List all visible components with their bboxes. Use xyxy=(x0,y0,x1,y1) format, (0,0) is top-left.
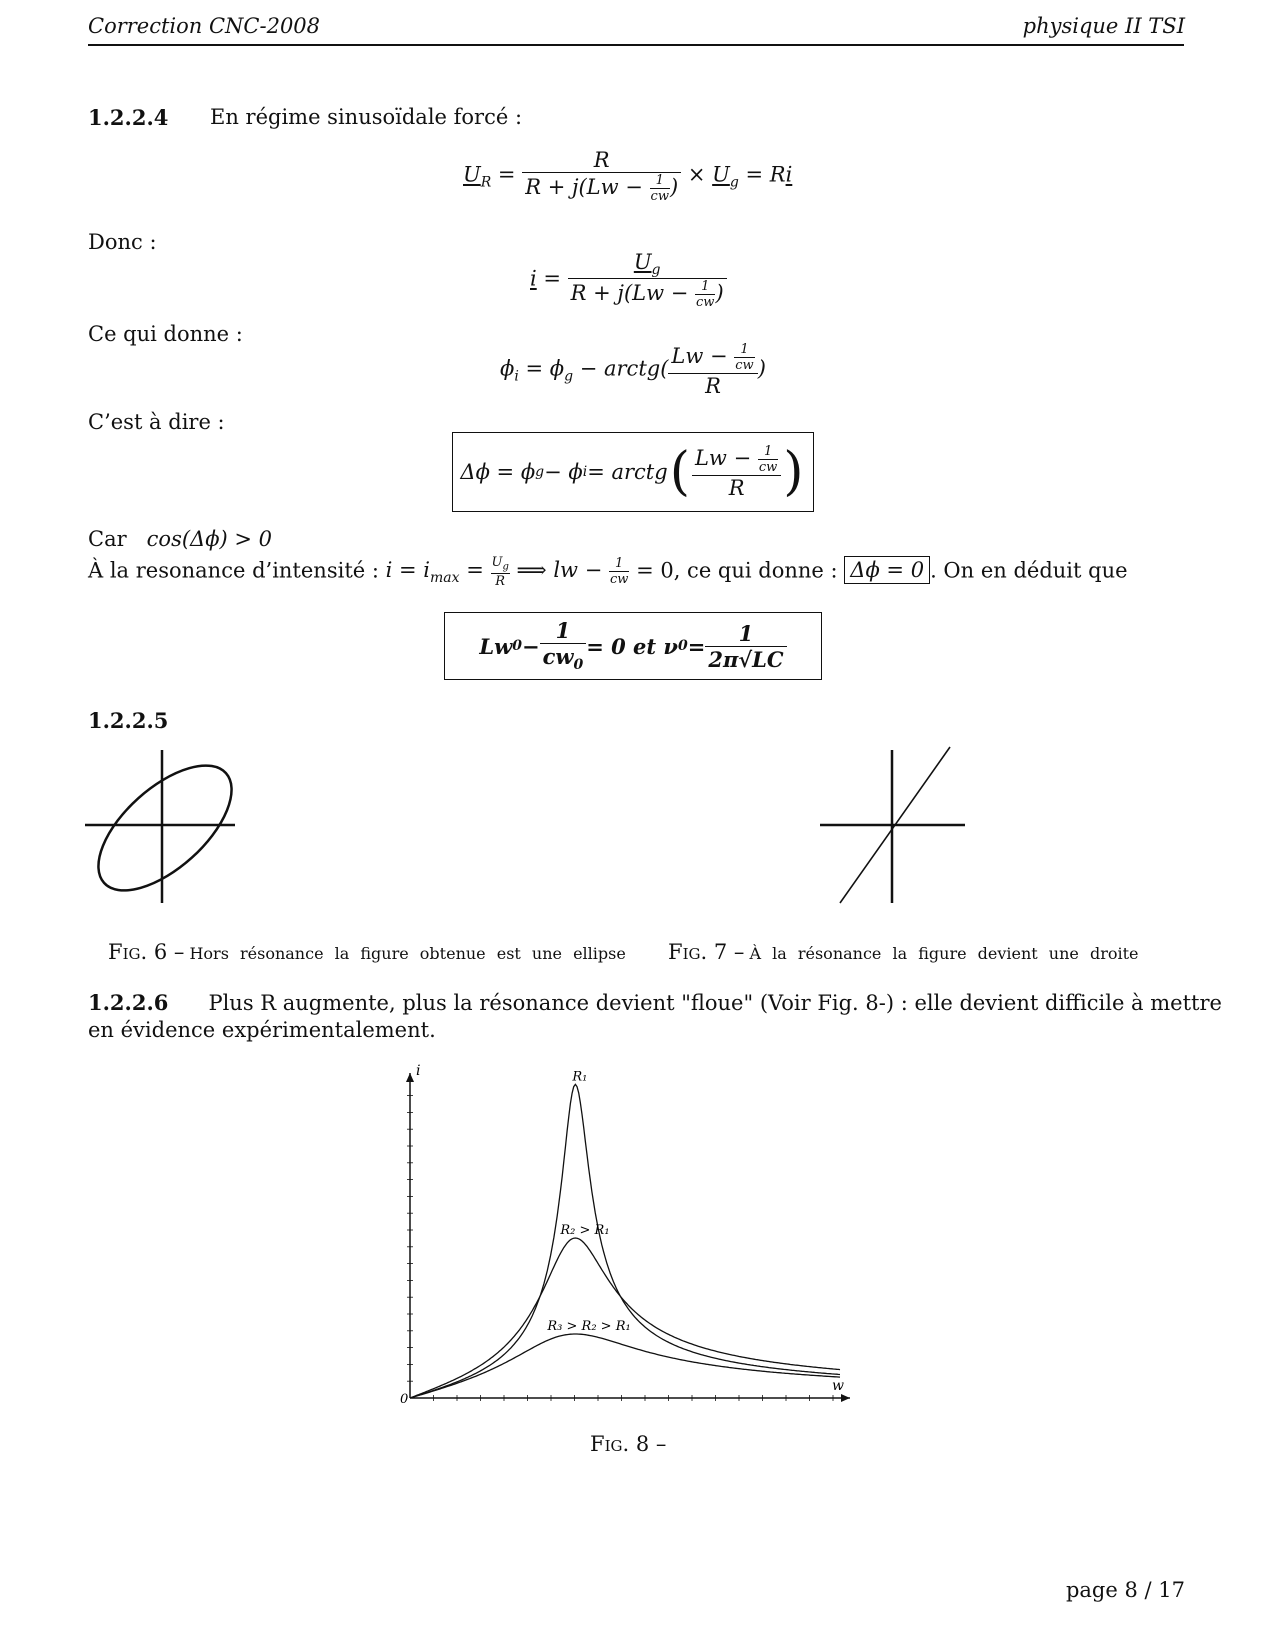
fig6-caption: Fig. 6 – Hors résonance la figure obtenue est une ellipse xyxy=(108,940,626,964)
equation-i: i = $U_g$ R + j(Lw − $\frac{1}{cw}$ ) xyxy=(530,250,727,310)
header-rule xyxy=(88,44,1184,46)
section-number-1225: 1.2.2.5 xyxy=(88,708,169,733)
label-donc: Donc : xyxy=(88,230,157,254)
section-intro-1224: En régime sinusoïdale forcé : xyxy=(210,105,523,129)
fig8-caption: Fig. 8 – xyxy=(590,1432,667,1456)
y-axis-label: i xyxy=(416,1063,421,1079)
label-c-est-a-dire: C’est à dire : xyxy=(88,410,225,434)
label-car: Car cos(Δϕ) > 0 xyxy=(88,527,273,551)
origin-label: 0 xyxy=(400,1392,409,1407)
curve-label-R3: R₃ > R₂ > R₁ xyxy=(547,1319,631,1334)
fig8-resonance-chart xyxy=(380,1058,880,1408)
curve-label-R1: R₁ xyxy=(572,1069,588,1085)
curve-label-R2: R₂ > R₁ xyxy=(560,1223,610,1238)
curve-R3 xyxy=(410,1334,840,1398)
y-axis-arrow xyxy=(406,1073,414,1082)
fig7-caption: Fig. 7 – À la résonance la figure devient une droite xyxy=(668,940,1139,964)
section-1226-line2: en évidence expérimentalement. xyxy=(88,1018,436,1042)
fig6-ellipse-diagram xyxy=(85,745,245,905)
header-right: physique II TSI xyxy=(1022,14,1185,38)
fig7-line-diagram xyxy=(820,745,980,905)
label-ce-qui-donne: Ce qui donne : xyxy=(88,322,243,346)
x-axis-label: w xyxy=(832,1378,844,1394)
x-axis-arrow xyxy=(841,1394,850,1402)
section-number-1224: 1.2.2.4 xyxy=(88,105,169,130)
delta-phi-zero-box: Δϕ = 0 xyxy=(844,556,930,584)
equation-delta-phi-box: Δϕ = ϕ g − ϕ i = arctg ( Lw − $\frac{1}{cw}$ R ) xyxy=(452,432,814,512)
equation-resonance-box: Lw 0 − $\frac{1}{cw_0}$ = 0 et ν 0 = $\frac{1}{2\pi√LC}$ xyxy=(444,612,822,680)
curve-R1 xyxy=(410,1084,840,1398)
header-left: Correction CNC-2008 xyxy=(88,14,321,38)
equation-ur: $U_R$ = R R + j(Lw − $\frac{1}{cw}$ ) × $U_g = Ri$ xyxy=(463,148,793,204)
resonance-line: À la resonance d’intensité : $i = i_{max}$ = $\frac{U_g}{R}$ ⟹ lw − $\frac{1}{cw}$ = 0, ce qui donne : Δϕ = 0 . On en déduit que xyxy=(88,555,1128,589)
equation-phi: $\phi_i = \phi_g$ − arctg( Lw − $\frac{1}{cw}$ R ) xyxy=(500,342,766,398)
page-number: page 8 / 17 xyxy=(1065,1578,1185,1602)
section-1226-line1: 1.2.2.6 Plus R augmente, plus la résonance devient "floue" (Voir Fig. 8-) : elle devient difficile à mettre xyxy=(88,990,1222,1015)
